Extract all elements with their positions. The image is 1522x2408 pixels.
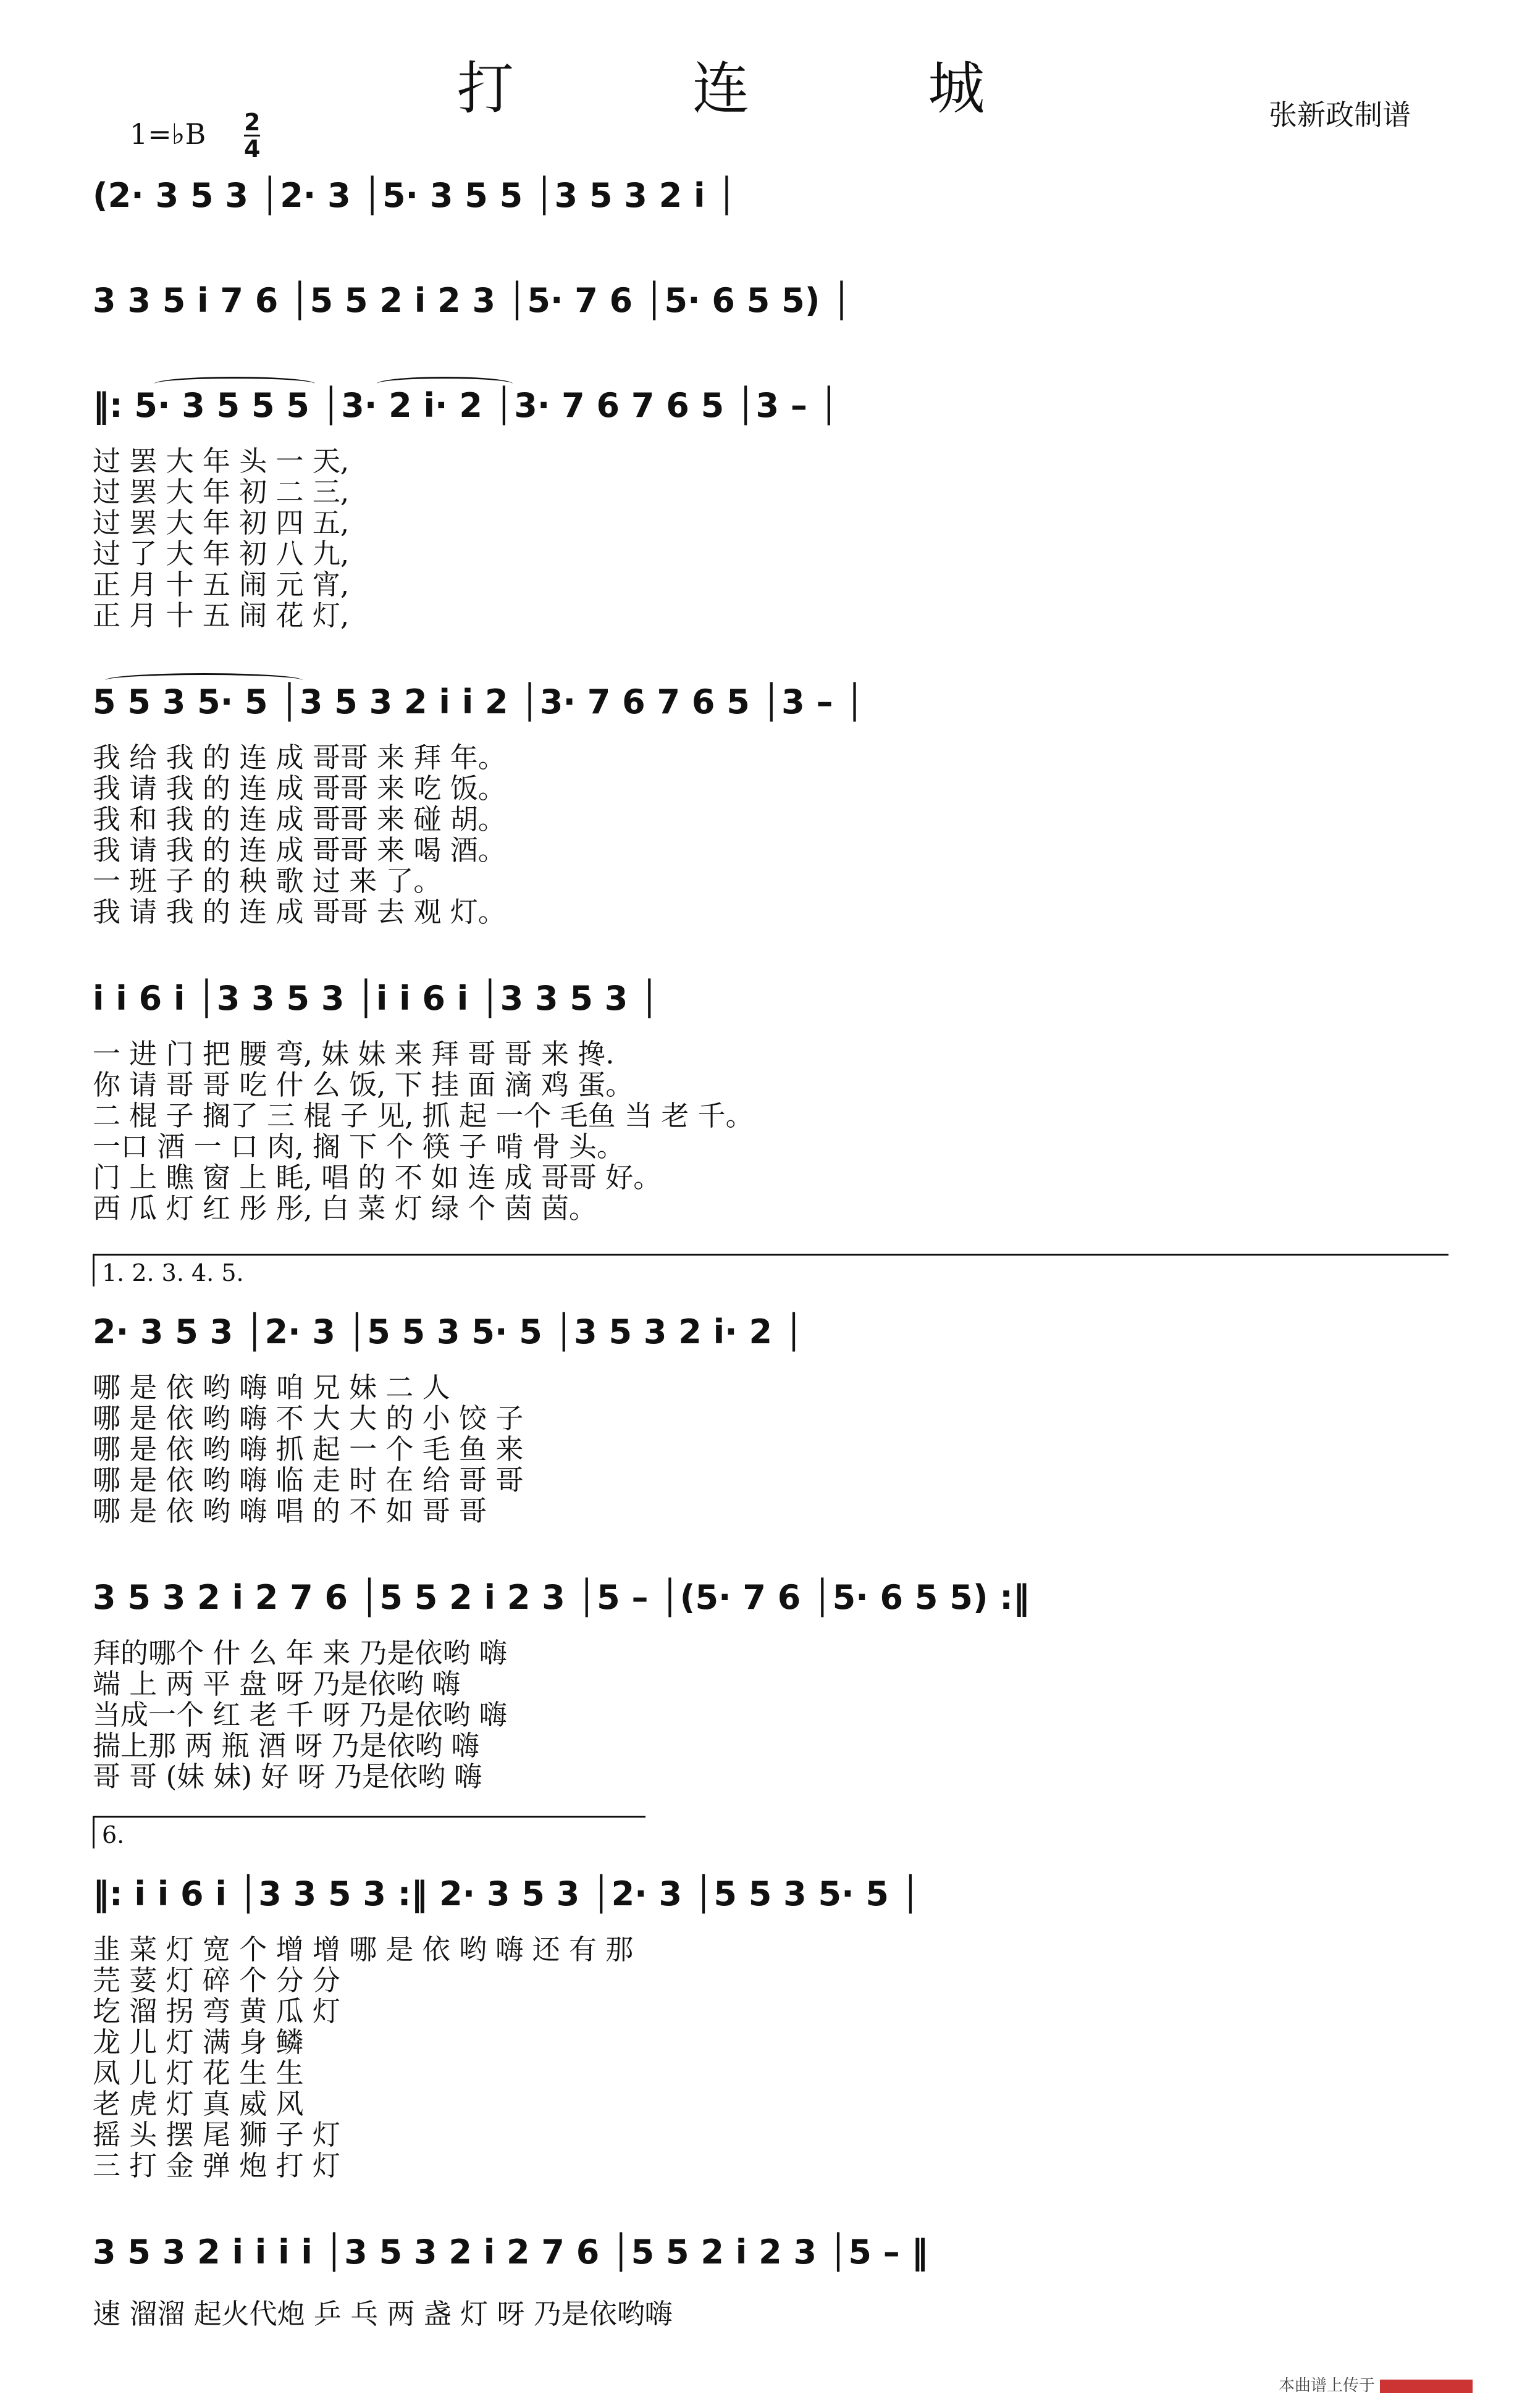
lyric-line: 哥 哥 (妹 妹) 好 呀 乃是依哟 嗨 (93, 1760, 482, 1793)
key-signature: 1=♭B (130, 117, 206, 151)
lyric-line: 哪 是 依 哟 嗨 抓 起 一 个 毛 鱼 来 (93, 1433, 524, 1466)
lyric-line: 你 请 哥 哥 吃 什 么 饭, 下 挂 面 滴 鸡 蛋。 (93, 1068, 634, 1101)
notes-system-1: (2· 3 5 3 │2· 3 │5· 3 5 5 │3 5 3 2 i │ (93, 176, 737, 215)
lyric-line: 三 打 金 弹 炮 打 灯 (93, 2149, 340, 2182)
lyric-line: 正 月 十 五 闹 花 灯, (93, 599, 350, 632)
lyric-line: 西 瓜 灯 红 彤 彤, 白 菜 灯 绿 个 茵 茵。 (93, 1192, 597, 1225)
lyric-line: 我 请 我 的 连 成 哥哥 来 喝 酒。 (93, 834, 506, 866)
lyric-line: 过 了 大 年 初 八 九, (93, 537, 350, 570)
lyric-line: 凤 儿 灯 花 生 生 (93, 2057, 304, 2089)
lyric-line: 哪 是 依 哟 嗨 临 走 时 在 给 哥 哥 (93, 1464, 524, 1496)
lyric-line: 圪 溜 拐 弯 黄 瓜 灯 (93, 1995, 340, 2028)
lyric-line: 老 虎 灯 真 威 风 (93, 2087, 304, 2120)
lyric-line: 哪 是 依 哟 嗨 唱 的 不 如 哥 哥 (93, 1495, 487, 1527)
lyric-line: 过 罢 大 年 初 四 五, (93, 506, 350, 539)
notes-system-2: 3 3 5 i 7 6 │5 5 2 i 2 3 │5· 7 6 │5· 6 5 5) │ (93, 281, 852, 320)
author-credit: 张新政制谱 (1269, 98, 1411, 132)
page-title: 打 连 城 (456, 56, 1066, 122)
lyric-line: 哪 是 依 哟 嗨 咱 兄 妹 二 人 (93, 1371, 450, 1404)
lyric-line: 韭 菜 灯 宽 个 增 增 哪 是 依 哟 嗨 还 有 那 (93, 1933, 634, 1966)
notes-system-9: 3 5 3 2 i i i i │3 5 3 2 i 2 7 6 │5 5 2 i 2 3 │5 – ‖ (93, 2233, 928, 2272)
notes-system-6: 2· 3 5 3 │2· 3 │5 5 3 5· 5 │3 5 3 2 i· 2 │ (93, 1312, 804, 1351)
lyric-line: 一口 酒 一 口 肉, 搁 下 个 筷 子 啃 骨 头。 (93, 1130, 624, 1163)
volta-bracket-6: 6. (93, 1816, 645, 1848)
meter-bottom: 4 (244, 135, 261, 162)
lyric-line: 摇 头 摆 尾 狮 子 灯 (93, 2118, 340, 2151)
site-logo (1380, 2380, 1473, 2393)
lyric-line: 当成一个 红 老 千 呀 乃是依哟 嗨 (93, 1698, 507, 1731)
lyric-line: 门 上 瞧 窗 上 眊, 唱 的 不 如 连 成 哥哥 好。 (93, 1161, 662, 1194)
lyric-line: 一 班 子 的 秧 歌 过 来 了。 (93, 865, 442, 897)
notes-system-4: 5 5 3 5· 5 │3 5 3 2 i i 2 │3· 7 6 7 6 5 │3 – │ (93, 682, 865, 721)
lyric-line: 速 溜溜 起火代炮 乒 乓 两 盏 灯 呀 乃是依哟嗨 (93, 2297, 673, 2330)
notes-system-3: ‖: 5· 3 5 5 5 │3· 2 i· 2 │3· 7 6 7 6 5 │3 – │ (93, 386, 839, 425)
lyric-line: 芫 荽 灯 碎 个 分 分 (93, 1964, 340, 1997)
lyric-line: 哪 是 依 哟 嗨 不 大 大 的 小 饺 子 (93, 1402, 524, 1435)
lyric-line: 过 罢 大 年 头 一 天, (93, 445, 350, 477)
lyric-line: 我 和 我 的 连 成 哥哥 来 碰 胡。 (93, 803, 506, 836)
lyric-line: 龙 儿 灯 满 身 鳞 (93, 2026, 304, 2058)
lyric-line: 端 上 两 平 盘 呀 乃是依哟 嗨 (93, 1668, 461, 1700)
lyric-line: 我 给 我 的 连 成 哥哥 来 拜 年。 (93, 741, 506, 774)
time-signature (244, 110, 260, 161)
notes-system-5: i i 6 i │3 3 5 3 │i i 6 i │3 3 5 3 │ (93, 979, 660, 1018)
lyric-line: 我 请 我 的 连 成 哥哥 来 吃 饭。 (93, 772, 506, 805)
lyric-line: 二 棍 子 搁了 三 棍 子 见, 抓 起 一个 毛鱼 当 老 千。 (93, 1099, 754, 1132)
notes-system-7: 3 5 3 2 i 2 7 6 │5 5 2 i 2 3 │5 – │(5· 7 6 │5· 6 5 5) :‖ (93, 1578, 1030, 1617)
notes-system-8: ‖: i i 6 i │3 3 5 3 :‖ 2· 3 5 3 │2· 3 │5 5 3 5· 5 │ (93, 1874, 921, 1913)
lyric-line: 过 罢 大 年 初 二 三, (93, 476, 350, 508)
lyric-line: 一 进 门 把 腰 弯, 妹 妹 来 拜 哥 哥 来 搀. (93, 1038, 615, 1070)
volta-bracket-1: 1. 2. 3. 4. 5. (93, 1254, 1448, 1286)
footer-watermark (1279, 2373, 1473, 2396)
meter-top: 2 (244, 109, 261, 136)
lyric-line: 正 月 十 五 闹 元 宵, (93, 568, 350, 601)
lyric-line: 揣上那 两 瓶 酒 呀 乃是依哟 嗨 (93, 1729, 479, 1762)
lyric-line: 我 请 我 的 连 成 哥哥 去 观 灯。 (93, 896, 506, 928)
footer-text: 本曲谱上传于 (1278, 2377, 1375, 2395)
lyric-line: 拜的哪个 什 么 年 来 乃是依哟 嗨 (93, 1637, 507, 1669)
